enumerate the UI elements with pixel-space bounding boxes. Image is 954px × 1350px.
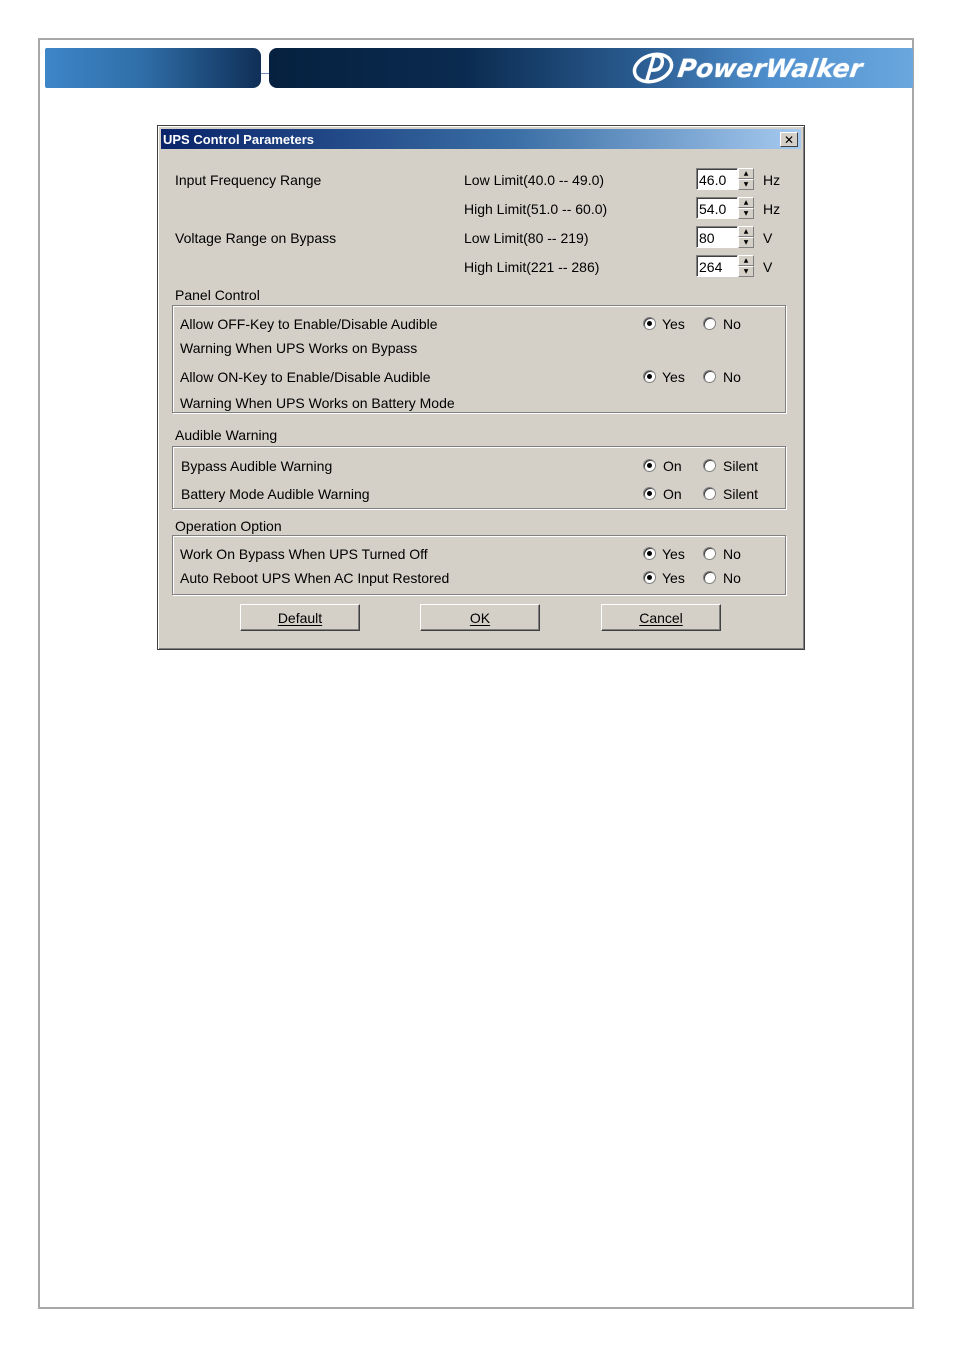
logo-text: PowerWalker: [675, 53, 865, 83]
on-key-label-line2: Warning When UPS Works on Battery Mode: [180, 395, 455, 411]
spin-up-icon[interactable]: ▲: [738, 168, 754, 179]
auto-reboot-yes-label[interactable]: Yes: [662, 570, 685, 586]
close-button[interactable]: [780, 132, 798, 147]
freq-low-limit-label: Low Limit(40.0 -- 49.0): [464, 172, 605, 188]
off-key-label-line2: Warning When UPS Works on Bypass: [180, 340, 418, 356]
volt-high-spinner: [696, 255, 754, 277]
work-bypass-yes-label[interactable]: Yes: [662, 546, 685, 562]
volt-low-limit-label: Low Limit(80 -- 219): [464, 230, 589, 246]
dialog-title: UPS Control Parameters: [163, 132, 314, 147]
volt-low-spin-buttons: [738, 226, 754, 248]
battery-silent-label[interactable]: Silent: [723, 486, 759, 502]
volt-low-unit: V: [763, 230, 773, 246]
spin-up-icon[interactable]: ▲: [738, 197, 754, 208]
spin-up-icon[interactable]: ▲: [738, 255, 754, 266]
off-key-no-label[interactable]: No: [723, 316, 741, 332]
freq-low-spinner: [696, 168, 754, 190]
default-button[interactable]: [240, 604, 360, 631]
on-key-yes-label[interactable]: Yes: [662, 369, 685, 385]
powerwalker-logo: [630, 50, 902, 86]
spin-down-icon[interactable]: ▼: [738, 266, 754, 277]
ok-button-label: OK: [469, 609, 491, 626]
auto-reboot-label: Auto Reboot UPS When AC Input Restored: [180, 570, 450, 586]
default-button-label: Default: [277, 609, 323, 626]
on-key-no-label[interactable]: No: [723, 369, 741, 385]
auto-reboot-no-radio[interactable]: [703, 571, 716, 584]
bypass-silent-label[interactable]: Silent: [723, 458, 759, 474]
operation-option-title: Operation Option: [175, 518, 282, 534]
off-key-label-line1: Allow OFF-Key to Enable/Disable Audible: [180, 316, 438, 332]
header-band-left: [45, 48, 261, 88]
bypass-audible-label: Bypass Audible Warning: [181, 458, 333, 474]
input-frequency-label: Input Frequency Range: [175, 172, 322, 188]
freq-high-spinner: [696, 197, 754, 219]
panel-control-title: Panel Control: [175, 287, 260, 303]
on-key-label-line1: Allow ON-Key to Enable/Disable Audible: [180, 369, 431, 385]
auto-reboot-no-label[interactable]: No: [723, 570, 741, 586]
off-key-no-radio[interactable]: [703, 317, 716, 330]
volt-high-limit-label: High Limit(221 -- 286): [464, 259, 600, 275]
freq-high-spin-buttons: [738, 197, 754, 219]
off-key-yes-label[interactable]: Yes: [662, 316, 685, 332]
volt-low-spinner: [696, 226, 754, 248]
off-key-yes-radio[interactable]: [643, 317, 656, 330]
battery-audible-label: Battery Mode Audible Warning: [181, 486, 370, 502]
work-bypass-no-label[interactable]: No: [723, 546, 741, 562]
spin-down-icon[interactable]: ▼: [738, 208, 754, 219]
battery-on-radio[interactable]: [643, 487, 656, 500]
freq-high-unit: Hz: [763, 201, 781, 217]
ups-control-parameters-dialog: [157, 125, 805, 650]
battery-on-label[interactable]: On: [663, 486, 682, 502]
on-key-yes-radio[interactable]: [643, 370, 656, 383]
freq-high-limit-label: High Limit(51.0 -- 60.0): [464, 201, 608, 217]
volt-high-input[interactable]: 264: [696, 255, 738, 277]
freq-high-input[interactable]: 54.0: [696, 197, 738, 219]
cancel-button[interactable]: [601, 604, 721, 631]
operation-option-group: [172, 535, 786, 595]
audible-warning-title: Audible Warning: [175, 427, 278, 443]
work-bypass-label: Work On Bypass When UPS Turned Off: [180, 546, 428, 562]
volt-low-input[interactable]: 80: [696, 226, 738, 248]
bypass-on-label[interactable]: On: [663, 458, 682, 474]
freq-low-spin-buttons: [738, 168, 754, 190]
freq-low-input[interactable]: 46.0: [696, 168, 738, 190]
spin-down-icon[interactable]: ▼: [738, 237, 754, 248]
volt-high-spin-buttons: [738, 255, 754, 277]
dialog-titlebar[interactable]: [161, 129, 801, 149]
voltage-bypass-label: Voltage Range on Bypass: [175, 230, 337, 246]
spin-up-icon[interactable]: ▲: [738, 226, 754, 237]
spin-down-icon[interactable]: ▼: [738, 179, 754, 190]
auto-reboot-yes-radio[interactable]: [643, 571, 656, 584]
ok-button[interactable]: [420, 604, 540, 631]
bypass-silent-radio[interactable]: [703, 459, 716, 472]
volt-high-unit: V: [763, 259, 773, 275]
battery-silent-radio[interactable]: [703, 487, 716, 500]
work-bypass-yes-radio[interactable]: [643, 547, 656, 560]
on-key-no-radio[interactable]: [703, 370, 716, 383]
close-icon: ✕: [783, 132, 795, 147]
work-bypass-no-radio[interactable]: [703, 547, 716, 560]
freq-low-unit: Hz: [763, 172, 781, 188]
logo-swirl-icon: [630, 50, 676, 86]
bypass-on-radio[interactable]: [643, 459, 656, 472]
cancel-button-label: Cancel: [639, 609, 683, 626]
